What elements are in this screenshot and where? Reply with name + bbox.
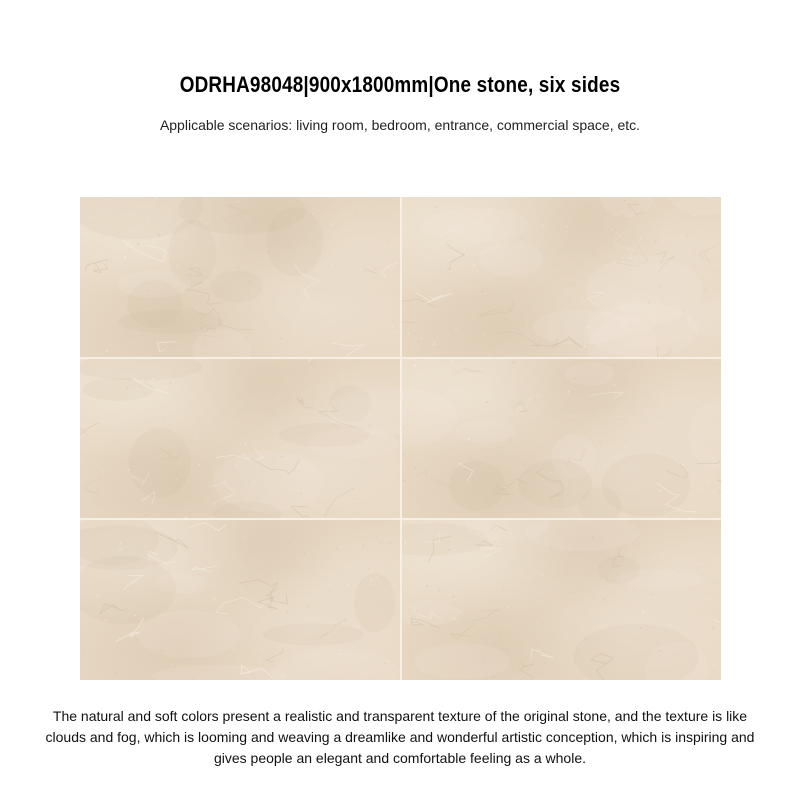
stone-texture bbox=[80, 359, 400, 519]
stone-texture bbox=[402, 197, 722, 357]
stone-texture bbox=[80, 520, 400, 680]
applicable-scenarios: Applicable scenarios: living room, bedroom, entrance, commercial space, etc. bbox=[159, 117, 641, 133]
product-description: The natural and soft colors present a realistic and transparent texture of the original stone, and the texture is like clouds and fog, which is looming and weaving a dreamlike and wonderful artistic conception, which is inspiring and gives people an elegant and comfortable feeling as a whole. bbox=[45, 708, 755, 766]
stone-tile bbox=[80, 520, 400, 680]
stone-texture bbox=[402, 359, 722, 519]
stone-tile bbox=[80, 359, 400, 519]
stone-texture bbox=[402, 520, 722, 680]
stone-tile bbox=[80, 197, 400, 357]
product-title: ODRHA98048|900x1800mm|One stone, six sides bbox=[179, 72, 621, 97]
stone-texture bbox=[80, 197, 400, 357]
stone-tile bbox=[402, 197, 722, 357]
tile-layout-image bbox=[80, 197, 721, 680]
stone-tile bbox=[402, 520, 722, 680]
stone-tile bbox=[402, 359, 722, 519]
